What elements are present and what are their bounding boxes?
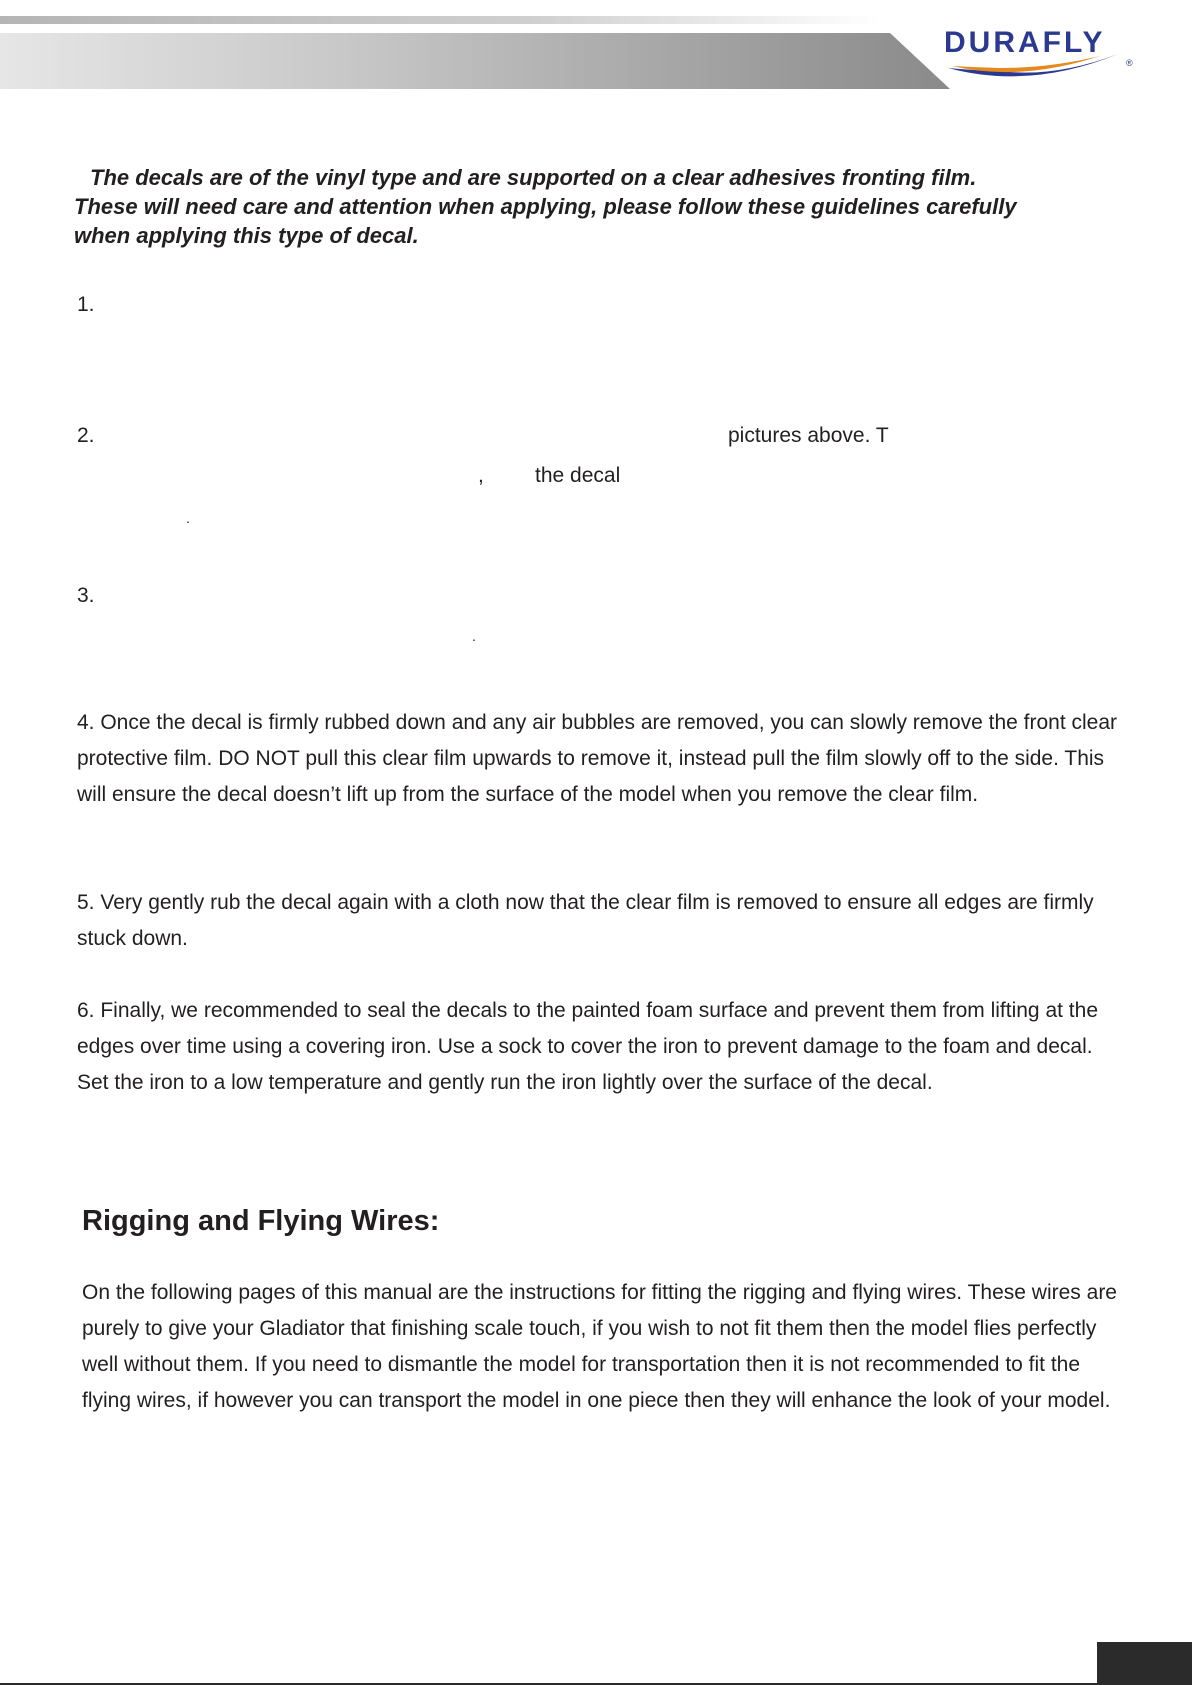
step-4-paragraph: 4. Once the decal is firmly rubbed down and any air bubbles are removed, you can slowly remove the front clear protective film. DO NOT pull this clear film upwards to remove it, instead pull the film slowly off to the side. This will ensure the decal doesn’t lift up from the surface of the model when you remove the clear film. [77,711,1118,806]
page-number-tab [1097,1642,1192,1685]
step-2-fragment-a: pictures above. T [728,424,889,447]
intro-line-1: The decals are of the vinyl type and are supported on a clear adhesives fronting film. [90,165,977,190]
header-thin-bar [0,16,880,24]
logo-wordmark: DURAFLY [944,26,1106,59]
registered-mark: ® [1126,58,1133,68]
step-3-fragment-a: . [472,628,476,644]
step-1-number: 1. [77,293,95,316]
step-5-paragraph: 5. Very gently rub the decal again with a cloth now that the clear film is removed to ensure all edges are firmly stuck down. [77,891,1094,950]
durafly-logo [940,24,1155,84]
rigging-heading: Rigging and Flying Wires: [82,1205,440,1237]
step-2-fragment-c: the decal [535,464,621,487]
step-3-number: 3. [77,584,95,607]
step-2-fragment-b: , [478,464,484,487]
intro-line-2: These will need care and attention when applying, please follow these guidelines carefully [74,194,1017,219]
header-gradient-bar [0,33,950,89]
intro-paragraph [74,163,1134,250]
step-2-number: 2. [77,424,95,447]
intro-line-3: when applying this type of decal. [74,223,419,248]
durafly-logo-graphic [940,24,1155,84]
step-2-fragment-d: . [186,510,190,526]
step-6-paragraph: 6. Finally, we recommended to seal the decals to the painted foam surface and prevent them from lifting at the edges over time using a covering iron. Use a sock to cover the iron to prevent damage to the foam and decal. Set the iron to a low temperature and gently run the iron lightly over the surface of the decal. [77,999,1098,1094]
rigging-paragraph: On the following pages of this manual are the instructions for fitting the rigging and flying wires. These wires are purely to give your Gladiator that finishing scale touch, if you wish to not fit them then the model flies perfectly well without them. If you need to dismantle the model for transportation then it is not recommended to fit the flying wires, if however you can transport the model in one piece then they will enhance the look of your model. [82,1281,1117,1412]
